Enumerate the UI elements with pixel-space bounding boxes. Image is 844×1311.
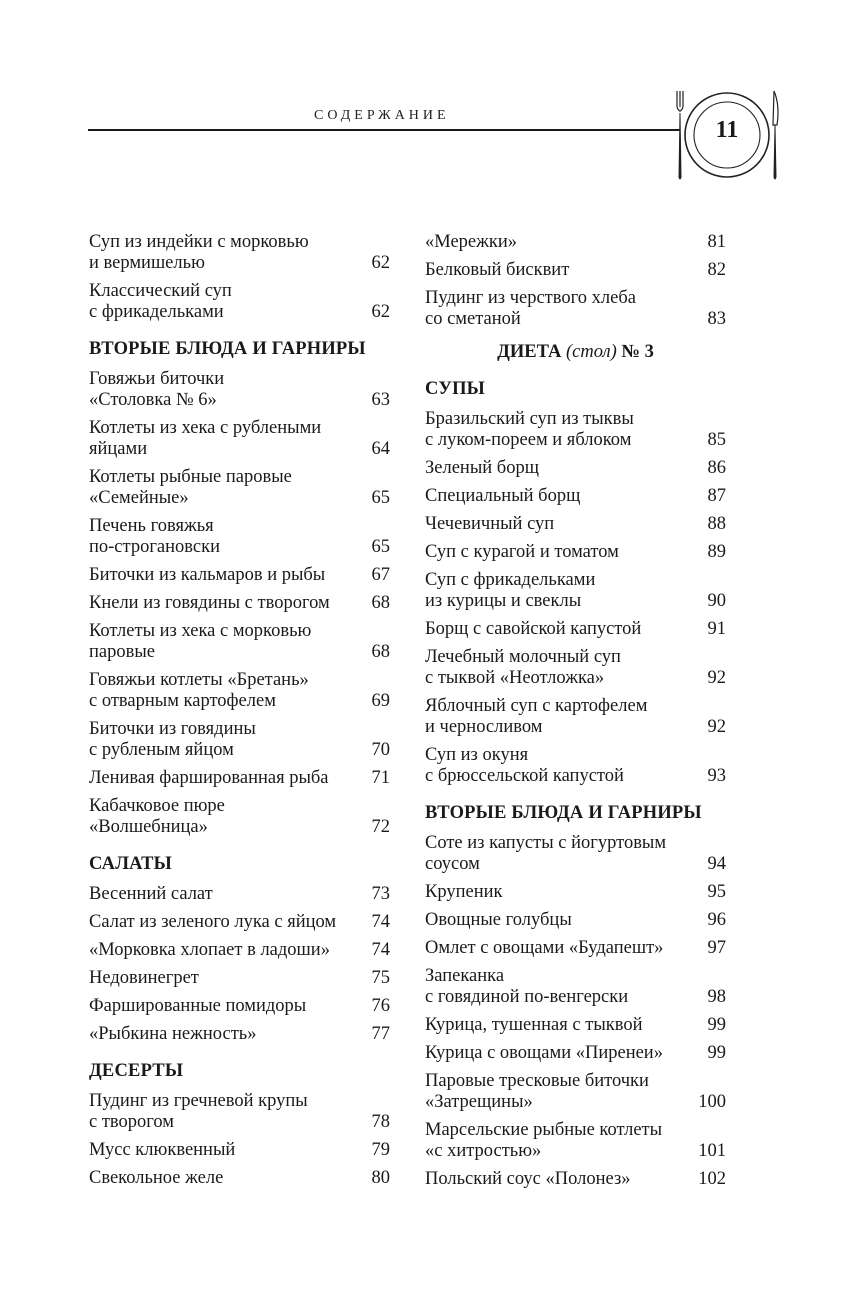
toc-entry[interactable] — [425, 619, 726, 640]
toc-entry-title — [89, 516, 372, 558]
toc-entry-title — [425, 966, 708, 1008]
toc-entry-page: 95 — [707, 882, 726, 902]
toc-entry-title — [425, 542, 708, 563]
toc-entry-line: Биточки из кальмаров и рыбы — [89, 565, 326, 585]
toc-entry[interactable] — [425, 1071, 726, 1113]
toc-entry-page: 74 — [371, 912, 390, 932]
toc-entry-line: Курица с овощами «Пиренеи» — [425, 1043, 663, 1063]
toc-entry-line: Суп из индейки с морковью — [89, 232, 309, 252]
toc-entry-title — [425, 696, 708, 738]
toc-entry-page: 68 — [371, 593, 390, 613]
running-head: СОДЕРЖАНИЕ — [314, 108, 450, 123]
toc-entry-line: Омлет с овощами «Будапешт» — [425, 938, 664, 958]
toc-entry-line: Соте из капусты с йогуртовым — [425, 833, 667, 853]
toc-entry-title — [425, 1071, 698, 1113]
toc-entry-page: 70 — [371, 740, 390, 760]
toc-entry-line: с фрикадельками — [89, 302, 224, 322]
toc-entry-line: Крупеник — [425, 882, 503, 902]
toc-entry-page: 93 — [707, 766, 726, 786]
toc-entry[interactable] — [425, 1015, 726, 1036]
toc-entry-title — [89, 1024, 372, 1045]
toc-entry-page: 91 — [707, 619, 726, 639]
toc-entry[interactable] — [425, 696, 726, 738]
toc-group-right-soups — [425, 409, 726, 787]
toc-entry-page: 65 — [371, 488, 390, 508]
toc-entry-title — [425, 882, 708, 903]
toc-entry-page: 101 — [698, 1141, 726, 1161]
toc-entry[interactable] — [89, 940, 390, 961]
toc-entry-page: 85 — [707, 430, 726, 450]
toc-entry-line: и вермишелью — [89, 253, 205, 273]
toc-entry[interactable] — [425, 882, 726, 903]
toc-entry-page: 63 — [371, 390, 390, 410]
toc-entry-page: 102 — [698, 1169, 726, 1189]
toc-entry-title — [425, 570, 708, 612]
toc-entry-line: Котлеты рыбные паровые — [89, 467, 292, 487]
toc-entry-line: Паровые тресковые биточки — [425, 1071, 649, 1091]
toc-entry-line: «Волшебница» — [89, 817, 208, 837]
toc-entry-page: 80 — [371, 1168, 390, 1188]
toc-entry-page: 72 — [371, 817, 390, 837]
toc-group-right-mains — [425, 833, 726, 1190]
toc-entry-line: Ленивая фаршированная рыба — [89, 768, 329, 788]
toc-entry-title — [425, 833, 708, 875]
toc-entry-title — [89, 232, 372, 274]
toc-group-left-soups — [89, 232, 390, 323]
toc-group-left-mains — [89, 369, 390, 838]
toc-entry-title — [89, 884, 372, 905]
toc-entry-line: Суп с фрикадельками — [425, 570, 596, 590]
toc-entry-page: 94 — [707, 854, 726, 874]
section-title-mains: ВТОРЫЕ БЛЮДА И ГАРНИРЫ — [89, 339, 366, 359]
toc-entry-line: Говяжьи биточки — [89, 369, 225, 389]
toc-entry-line: «с хитростью» — [425, 1141, 542, 1161]
toc-entry[interactable] — [425, 542, 726, 563]
toc-entry[interactable] — [425, 409, 726, 451]
toc-entry-line: Говяжьи котлеты «Бретань» — [89, 670, 309, 690]
toc-entry-page: 62 — [371, 302, 390, 322]
toc-entry-title — [425, 1169, 698, 1190]
toc-entry-line: из курицы и свеклы — [425, 591, 582, 611]
toc-entry-line: Кабачковое пюре — [89, 796, 225, 816]
toc-entry-line: Зеленый борщ — [425, 458, 539, 478]
toc-entry-line: Марсельские рыбные котлеты — [425, 1120, 663, 1140]
toc-entry-line: Фаршированные помидоры — [89, 996, 307, 1016]
toc-entry-line: «Рыбкина нежность» — [89, 1024, 257, 1044]
toc-entry-line: Борщ с савойской капустой — [425, 619, 642, 639]
toc-entry-line: по-строгановски — [89, 537, 221, 557]
toc-entry[interactable] — [89, 621, 390, 663]
toc-entry-page: 69 — [371, 691, 390, 711]
toc-entry[interactable] — [425, 966, 726, 1008]
toc-entry-title — [425, 514, 708, 535]
toc-entry-page: 86 — [707, 458, 726, 478]
toc-entry-title — [89, 281, 372, 323]
toc-entry[interactable] — [425, 570, 726, 612]
toc-entry-title — [89, 670, 372, 712]
toc-entry[interactable] — [89, 418, 390, 460]
toc-entry-line: соусом — [425, 854, 480, 874]
toc-entry-title — [425, 409, 708, 451]
toc-entry-line: Суп из окуня — [425, 745, 529, 765]
toc-entry-title — [89, 621, 372, 663]
section-title-salads: САЛАТЫ — [89, 854, 173, 874]
toc-entry-title — [425, 458, 708, 479]
toc-entry-page: 90 — [707, 591, 726, 611]
toc-entry-line: Овощные голубцы — [425, 910, 572, 930]
toc-entry-title — [89, 996, 372, 1017]
diet-title-table: (стол) — [566, 342, 617, 362]
toc-entry-line: яйцами — [89, 439, 148, 459]
toc-entry-title — [89, 1168, 372, 1189]
toc-entry-page: 99 — [707, 1015, 726, 1035]
toc-column-right — [425, 232, 726, 1197]
toc-entry-line: Польский соус «Полонез» — [425, 1169, 631, 1189]
toc-entry[interactable] — [89, 719, 390, 761]
toc-entry[interactable] — [425, 910, 726, 931]
toc-entry[interactable] — [425, 1169, 726, 1190]
toc-entry[interactable] — [89, 796, 390, 838]
toc-entry-line: с луком-пореем и яблоком — [425, 430, 632, 450]
header-rule — [88, 129, 680, 131]
toc-entry-title — [89, 1140, 372, 1161]
toc-entry-title — [89, 467, 372, 509]
toc-entry-line: с говядиной по-венгерски — [425, 987, 629, 1007]
toc-entry[interactable] — [425, 288, 726, 330]
toc-entry-line: Белковый бисквит — [425, 260, 570, 280]
toc-entry[interactable] — [425, 745, 726, 787]
toc-entry[interactable] — [89, 768, 390, 789]
toc-entry[interactable] — [89, 996, 390, 1017]
diet-title-word: ДИЕТА — [497, 342, 562, 362]
toc-entry-page: 79 — [371, 1140, 390, 1160]
toc-entry-page: 77 — [371, 1024, 390, 1044]
toc-entry-line: Печень говяжья — [89, 516, 214, 536]
toc-entry-line: с рубленым яйцом — [89, 740, 234, 760]
toc-entry-title — [425, 619, 708, 640]
toc-entry-title — [425, 288, 708, 330]
toc-entry-line: со сметаной — [425, 309, 521, 329]
toc-entry[interactable] — [425, 1120, 726, 1162]
toc-entry-title — [425, 1043, 708, 1064]
toc-group-left-salads — [89, 884, 390, 1045]
toc-entry[interactable] — [89, 1024, 390, 1045]
toc-entry-title — [425, 260, 708, 281]
toc-entry-page: 87 — [707, 486, 726, 506]
toc-entry-line: Весенний салат — [89, 884, 213, 904]
toc-entry-page: 75 — [371, 968, 390, 988]
toc-entry-line: Котлеты из хека с рублеными — [89, 418, 322, 438]
toc-entry-page: 68 — [371, 642, 390, 662]
toc-entry[interactable] — [89, 670, 390, 712]
toc-entry[interactable] — [425, 486, 726, 507]
toc-entry-line: Бразильский суп из тыквы — [425, 409, 634, 429]
toc-entry-line: Пудинг из гречневой крупы — [89, 1091, 308, 1111]
toc-entry-title — [89, 369, 372, 411]
toc-entry-page: 74 — [371, 940, 390, 960]
toc-entry-title — [89, 768, 372, 789]
toc-entry-page: 64 — [371, 439, 390, 459]
toc-entry-line: паровые — [89, 642, 155, 662]
toc-entry-line: с отварным картофелем — [89, 691, 276, 711]
toc-entry-page: 62 — [371, 253, 390, 273]
toc-entry-title — [425, 647, 708, 689]
toc-entry[interactable] — [89, 1091, 390, 1133]
toc-entry-page: 99 — [707, 1043, 726, 1063]
toc-entry[interactable] — [89, 593, 390, 614]
toc-entry[interactable] — [89, 232, 390, 274]
toc-entry-page: 71 — [371, 768, 390, 788]
toc-entry-line: Пудинг из черствого хлеба — [425, 288, 636, 308]
toc-entry-page: 92 — [707, 668, 726, 688]
toc-entry-title — [89, 1091, 372, 1133]
toc-entry[interactable] — [425, 232, 726, 253]
toc-entry-title — [89, 912, 372, 933]
toc-entry[interactable] — [425, 458, 726, 479]
toc-entry-page: 97 — [707, 938, 726, 958]
toc-entry-line: Котлеты из хека с морковью — [89, 621, 312, 641]
toc-entry-page: 89 — [707, 542, 726, 562]
toc-entry-page: 92 — [707, 717, 726, 737]
toc-entry-line: с брюссельской капустой — [425, 766, 624, 786]
diet-title-number: № 3 — [621, 342, 654, 362]
toc-entry[interactable] — [89, 565, 390, 586]
toc-entry-line: Курица, тушенная с тыквой — [425, 1015, 643, 1035]
toc-entry-line: с творогом — [89, 1112, 175, 1132]
toc-entry-line: «Морковка хлопает в ладоши» — [89, 940, 330, 960]
toc-entry-line: Запеканка — [425, 966, 505, 986]
toc-entry-title — [425, 938, 708, 959]
toc-entry[interactable] — [425, 938, 726, 959]
section-title-soups: СУПЫ — [425, 379, 486, 399]
toc-entry-line: Салат из зеленого лука с яйцом — [89, 912, 337, 932]
toc-entry-line: Кнели из говядины с творогом — [89, 593, 330, 613]
toc-entry-title — [89, 719, 372, 761]
toc-entry-page: 88 — [707, 514, 726, 534]
toc-entry-page: 78 — [371, 1112, 390, 1132]
toc-entry-line: с тыквой «Неотложка» — [425, 668, 605, 688]
toc-entry[interactable] — [425, 647, 726, 689]
toc-entry-title — [89, 940, 372, 961]
toc-entry-line: Чечевичный суп — [425, 514, 555, 534]
toc-entry-page: 96 — [707, 910, 726, 930]
toc-entry-title — [425, 1120, 698, 1162]
section-title-mains-right: ВТОРЫЕ БЛЮДА И ГАРНИРЫ — [425, 803, 702, 823]
toc-entry-line: «Столовка № 6» — [89, 390, 217, 410]
section-title-desserts: ДЕСЕРТЫ — [89, 1061, 184, 1081]
toc-entry-line: Яблочный суп с картофелем — [425, 696, 648, 716]
toc-entry-page: 67 — [371, 565, 390, 585]
toc-entry[interactable] — [89, 884, 390, 905]
toc-entry-title — [425, 486, 708, 507]
toc-entry-title — [425, 910, 708, 931]
toc-entry-page: 81 — [707, 232, 726, 252]
toc-entry[interactable] — [425, 514, 726, 535]
toc-entry-title — [89, 593, 372, 614]
toc-entry[interactable] — [89, 369, 390, 411]
toc-entry[interactable] — [89, 1168, 390, 1189]
toc-entry[interactable] — [89, 912, 390, 933]
toc-entry-line: Специальный борщ — [425, 486, 581, 506]
toc-entry-page: 73 — [371, 884, 390, 904]
toc-group-right-desserts — [425, 232, 726, 330]
toc-entry[interactable] — [89, 467, 390, 509]
toc-entry-line: Мусс клюквенный — [89, 1140, 236, 1160]
toc-entry-page: 83 — [707, 309, 726, 329]
toc-entry-line: Биточки из говядины — [89, 719, 256, 739]
toc-entry-title — [89, 565, 372, 586]
toc-entry-line: «Затрещины» — [425, 1092, 533, 1112]
toc-entry-page: 82 — [707, 260, 726, 280]
toc-entry[interactable] — [89, 281, 390, 323]
toc-entry-title — [89, 796, 372, 838]
toc-entry-line: и черносливом — [425, 717, 543, 737]
toc-entry-line: «Мережки» — [425, 232, 518, 252]
toc-entry-title — [425, 1015, 708, 1036]
toc-entry-title — [89, 418, 372, 460]
toc-entry[interactable] — [89, 968, 390, 989]
toc-entry[interactable] — [425, 260, 726, 281]
toc-group-left-desserts — [89, 1091, 390, 1189]
diet-title — [425, 342, 726, 363]
toc-entry-line: «Семейные» — [89, 488, 189, 508]
toc-entry-page: 98 — [707, 987, 726, 1007]
toc-entry-line: Суп с курагой и томатом — [425, 542, 619, 562]
toc-entry-line: Недовинегрет — [89, 968, 199, 988]
toc-entry[interactable] — [425, 833, 726, 875]
toc-entry-line: Классический суп — [89, 281, 232, 301]
toc-column-left — [89, 232, 390, 1196]
page-number: 11 — [715, 117, 739, 143]
toc-entry-page: 76 — [371, 996, 390, 1016]
toc-entry-page: 100 — [698, 1092, 726, 1112]
toc-entry[interactable] — [89, 516, 390, 558]
toc-entry-title — [425, 232, 708, 253]
toc-entry-title — [89, 968, 372, 989]
toc-entry-page: 65 — [371, 537, 390, 557]
toc-entry-line: Лечебный молочный суп — [425, 647, 621, 667]
toc-entry-title — [425, 745, 708, 787]
toc-entry-line: Свекольное желе — [89, 1168, 224, 1188]
toc-entry[interactable] — [89, 1140, 390, 1161]
toc-entry[interactable] — [425, 1043, 726, 1064]
